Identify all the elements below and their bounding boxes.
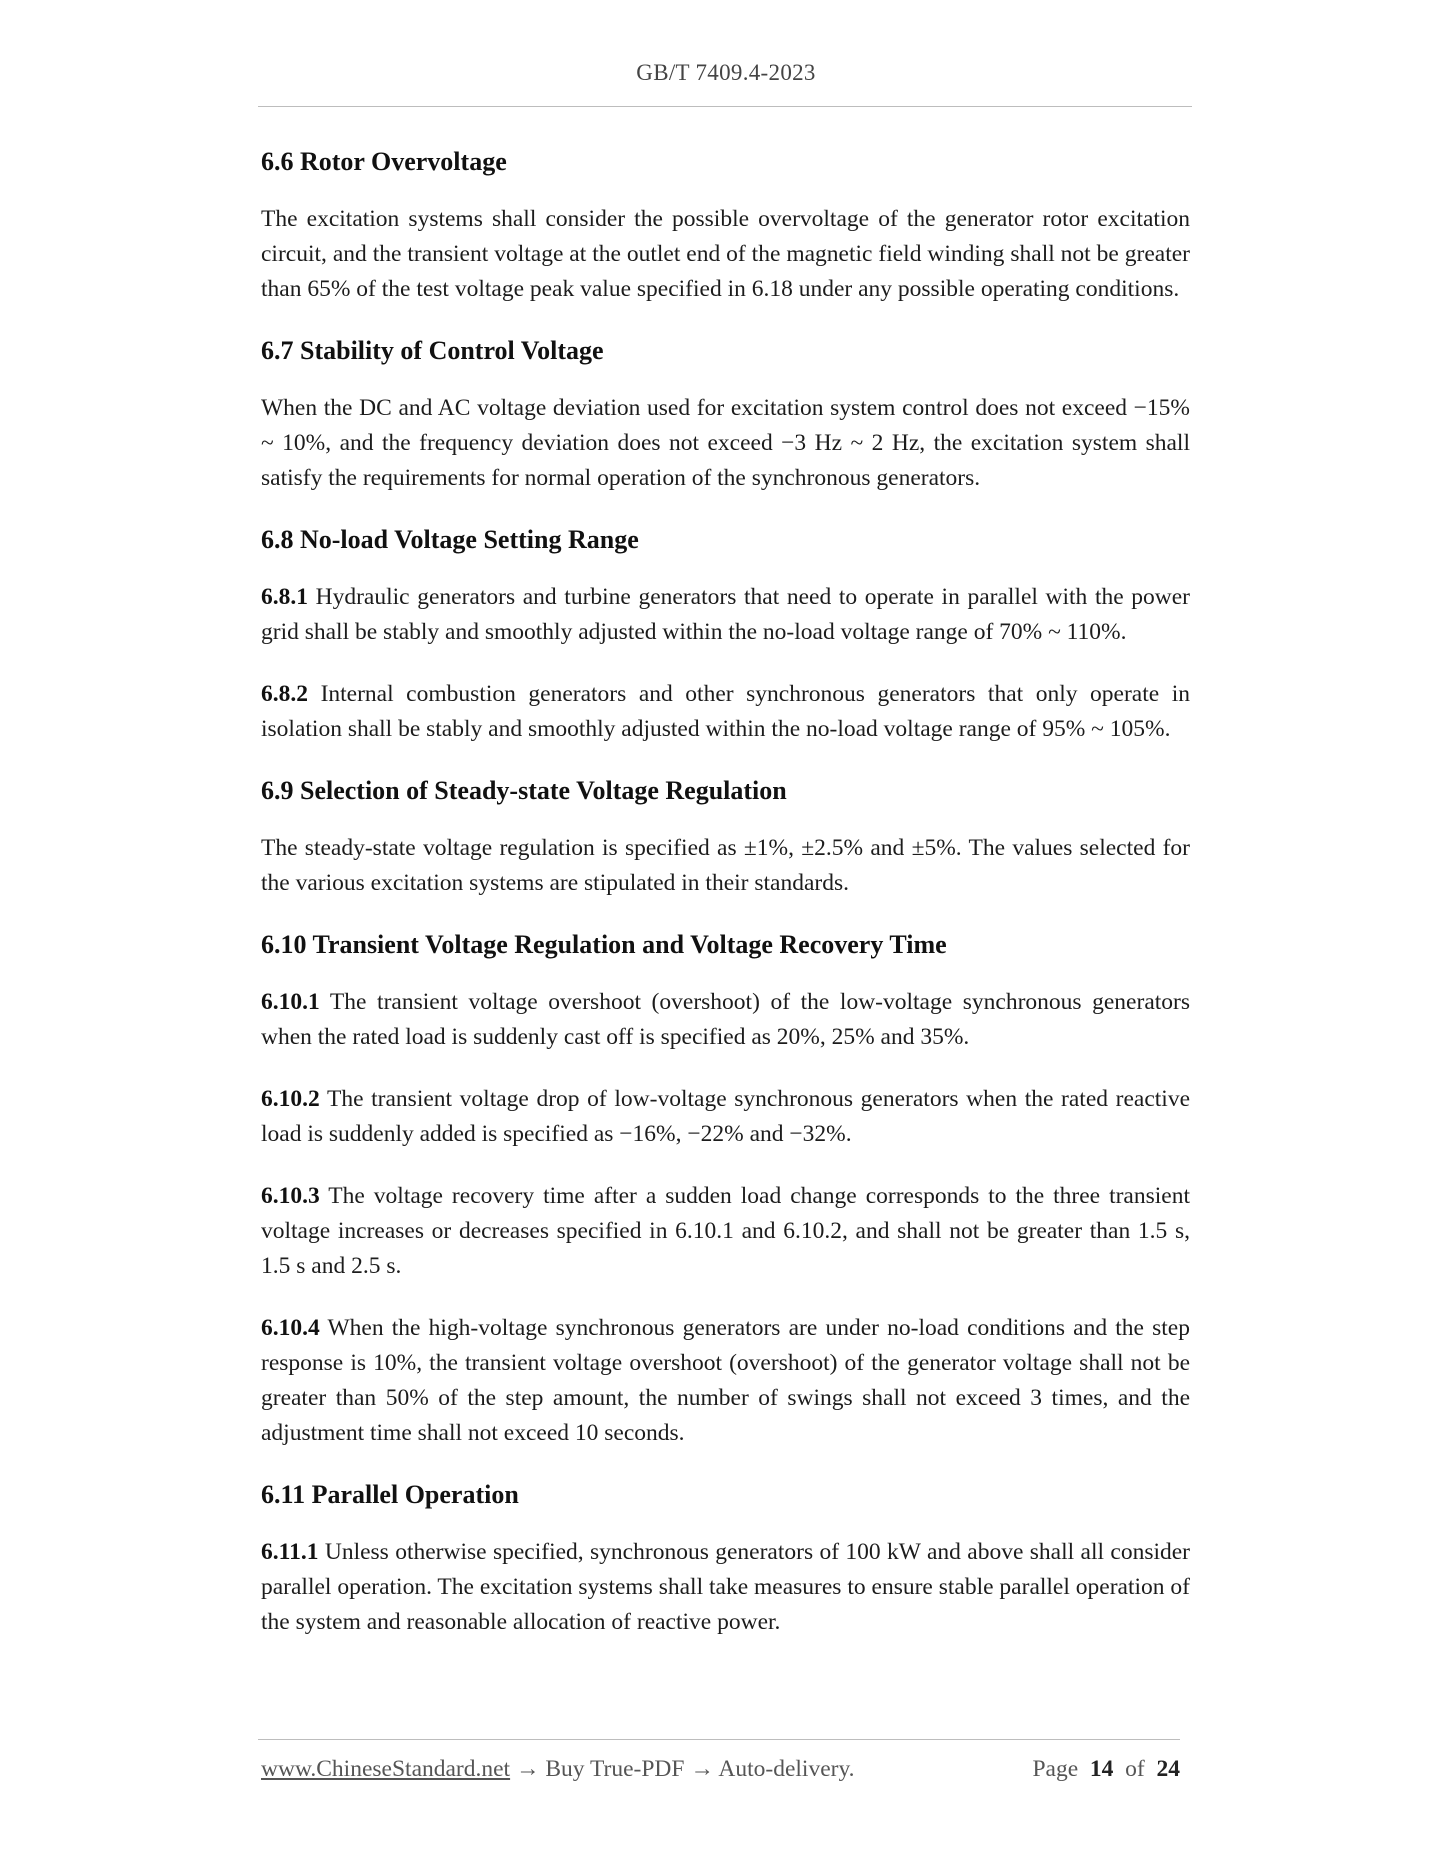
- clause-number: 6.10.1: [261, 989, 320, 1015]
- running-header: GB/T 7409.4-2023: [636, 60, 816, 85]
- section-paragraph: When the DC and AC voltage deviation used for excitation system control does not exceed −15% ~ 10%, and the frequency deviation does not exceed −3 Hz ~ 2 Hz, the excitation system shall satisfy the requirements for normal operation of the synchronous generators.: [261, 395, 1190, 491]
- section-heading: 6.6 Rotor Overvoltage: [261, 147, 507, 176]
- section-heading: 6.8 No-load Voltage Setting Range: [261, 525, 639, 554]
- clause-number: 6.8.1: [261, 584, 308, 610]
- section-paragraph: The excitation systems shall consider the possible overvoltage of the generator rotor excitation circuit, and the transient voltage at the outlet end of the magnetic field winding shall not be greater than 65% of the test voltage peak value specified in 6.18 under any possible operating conditions.: [261, 206, 1190, 302]
- section-heading: 6.7 Stability of Control Voltage: [261, 336, 604, 365]
- section-paragraph: The steady-state voltage regulation is specified as ±1%, ±2.5% and ±5%. The values selected for the various excitation systems are stipulated in their standards.: [261, 835, 1190, 896]
- page-body: [261, 145, 1190, 1667]
- section-6-7: [261, 334, 1190, 496]
- section-6-8: [261, 523, 1190, 747]
- clause-number: 6.10.3: [261, 1183, 320, 1209]
- footer-divider: [258, 1739, 1180, 1740]
- clause-number: 6.11.1: [261, 1539, 319, 1565]
- footer-left: [261, 1756, 855, 1783]
- website-link[interactable]: www.ChineseStandard.net: [261, 1756, 511, 1782]
- section-heading: 6.9 Selection of Steady-state Voltage Regulation: [261, 776, 787, 805]
- clause-paragraph: 6.10.1 The transient voltage overshoot (overshoot) of the low-voltage synchronous generators when the rated load is suddenly cast off is specified as 20%, 25% and 35%.: [261, 989, 1190, 1050]
- header-divider: [258, 106, 1192, 107]
- clause-paragraph: 6.10.4 When the high-voltage synchronous generators are under no-load conditions and the step response is 10%, the transient voltage overshoot (overshoot) of the generator voltage shall not be greater than 50% of the step amount, the number of swings shall not exceed 3 times, and the adjustment time shall not exceed 10 seconds.: [261, 1315, 1190, 1446]
- section-6-11: [261, 1478, 1190, 1640]
- section-heading: 6.11 Parallel Operation: [261, 1480, 519, 1509]
- section-heading: 6.10 Transient Voltage Regulation and Voltage Recovery Time: [261, 930, 947, 959]
- footer-tagline: → Buy True-PDF → Auto-delivery.: [510, 1756, 855, 1782]
- page-indicator: Page 14 of 24: [1032, 1756, 1180, 1782]
- section-6-10: [261, 928, 1190, 1451]
- clause-paragraph: 6.8.1 Hydraulic generators and turbine generators that need to operate in parallel with the power grid shall be stably and smoothly adjusted within the no-load voltage range of 70% ~ 110%.: [261, 584, 1191, 645]
- clause-number: 6.10.2: [261, 1086, 320, 1112]
- clause-paragraph: 6.10.3 The voltage recovery time after a sudden load change corresponds to the three transient voltage increases or decreases specified in 6.10.1 and 6.10.2, and shall not be greater than 1.5 s, 1.5 s and 2.5 s.: [261, 1183, 1190, 1279]
- current-page-number: 14: [1089, 1756, 1114, 1782]
- clause-paragraph: 6.8.2 Internal combustion generators and other synchronous generators that only operate in isolation shall be stably and smoothly adjusted within the no-load voltage range of 95% ~ 105%.: [261, 681, 1191, 742]
- section-6-6: [261, 145, 1190, 307]
- clause-number: 6.8.2: [261, 681, 308, 707]
- clause-number: 6.10.4: [261, 1315, 320, 1341]
- page-footer: [261, 1756, 1180, 1783]
- section-6-9: [261, 774, 1190, 901]
- clause-paragraph: 6.10.2 The transient voltage drop of low-voltage synchronous generators when the rated reactive load is suddenly added is specified as −16%, −22% and −32%.: [261, 1086, 1191, 1147]
- total-page-count: 24: [1156, 1756, 1180, 1782]
- clause-paragraph: 6.11.1 Unless otherwise specified, synchronous generators of 100 kW and above shall all consider parallel operation. The excitation systems shall take measures to ensure stable parallel operation of the system and reasonable allocation of reactive power.: [261, 1539, 1191, 1635]
